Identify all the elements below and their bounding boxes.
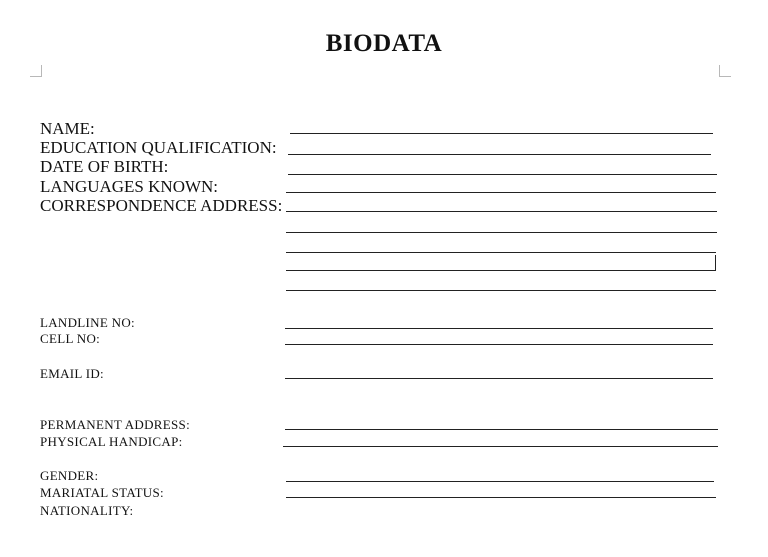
date-of-birth-line[interactable] [288,174,717,175]
text-cursor [715,255,716,271]
landline-no-label: LANDLINE NO: [40,315,135,330]
date-of-birth-label: DATE OF BIRTH: [40,157,169,176]
correspondence-address-label: CORRESPONDENCE ADDRESS: [40,196,283,215]
cell-no-label: CELL NO: [40,331,101,346]
correspondence-address-line-4[interactable] [286,270,716,271]
marital-status-label: MARIATAL STATUS: [40,485,164,500]
physical-handicap-label: PHYSICAL HANDICAP: [40,434,183,449]
nationality-label: NATIONALITY: [40,503,134,518]
physical-handicap-line[interactable] [283,446,718,447]
languages-known-line[interactable] [286,192,716,193]
education-qualification-line[interactable] [288,154,711,155]
margin-corner-right [719,65,731,77]
margin-corner-left [30,65,42,77]
correspondence-address-line-5[interactable] [286,290,716,291]
name-label: NAME: [40,119,95,138]
permanent-address-label: PERMANENT ADDRESS: [40,417,190,432]
landline-no-line[interactable] [285,328,713,329]
correspondence-address-line-1[interactable] [286,211,717,212]
document-title: BIODATA [325,30,443,57]
email-id-line[interactable] [285,378,713,379]
name-line[interactable] [290,133,713,134]
education-qualification-label: EDUCATION QUALIFICATION: [40,138,277,157]
marital-status-line[interactable] [286,497,716,498]
permanent-address-line[interactable] [285,429,718,430]
correspondence-address-line-3[interactable] [286,252,716,253]
languages-known-label: LANGUAGES KNOWN: [40,177,219,196]
gender-line[interactable] [286,481,714,482]
correspondence-address-line-2[interactable] [286,232,717,233]
cell-no-line[interactable] [285,344,713,345]
gender-label: GENDER: [40,468,99,483]
email-id-label: EMAIL ID: [40,366,104,381]
